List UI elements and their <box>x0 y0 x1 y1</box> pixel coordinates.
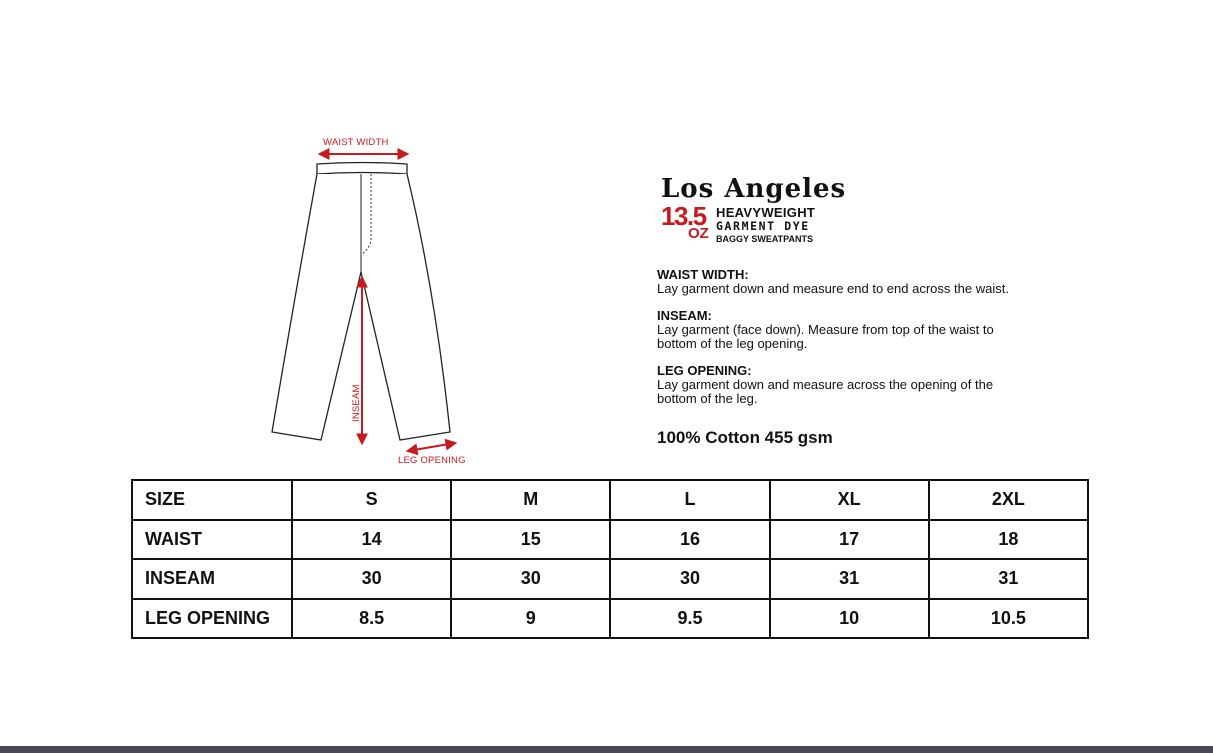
table-cell: 9.5 <box>610 599 769 639</box>
table-cell: 2XL <box>929 480 1088 520</box>
table-cell: S <box>292 480 451 520</box>
table-row <box>132 599 1088 639</box>
pants-outline <box>250 130 490 475</box>
table-row <box>132 520 1088 560</box>
table-cell: XL <box>770 480 929 520</box>
logo-line-heavyweight: HEAVYWEIGHT <box>716 205 816 220</box>
table-cell: LEG OPENING <box>132 599 292 639</box>
pants-diagram <box>250 130 490 475</box>
table-cell: INSEAM <box>132 559 292 599</box>
instruction-text: Lay garment down and measure across the opening of the bottom of the leg. <box>657 377 994 406</box>
inseam-label: INSEAM <box>351 384 362 422</box>
table-cell: 30 <box>610 559 769 599</box>
table-cell: 9 <box>451 599 610 639</box>
instruction-heading: LEG OPENING: <box>657 363 752 378</box>
table-cell: 18 <box>929 520 1088 560</box>
table-cell: 10 <box>770 599 929 639</box>
table-cell: 31 <box>770 559 929 599</box>
instruction-text: Lay garment down and measure end to end across the waist. <box>657 281 1009 296</box>
table-cell: 15 <box>451 520 610 560</box>
logo-line-baggy-sweatpants: BAGGY SWEATPANTS <box>716 234 814 244</box>
leg-opening-label: LEG OPENING <box>398 455 466 466</box>
bottom-bar <box>0 746 1213 753</box>
instruction-waist <box>657 268 1022 296</box>
logo-weight-number: 13.5 <box>661 201 706 231</box>
instruction-heading: WAIST WIDTH: <box>657 267 749 282</box>
table-cell: 30 <box>451 559 610 599</box>
table-cell: 10.5 <box>929 599 1088 639</box>
size-chart-table <box>131 479 1089 639</box>
table-cell: 30 <box>292 559 451 599</box>
waist-width-label: WAIST WIDTH <box>323 137 389 148</box>
table-cell: L <box>610 480 769 520</box>
instruction-text: Lay garment (face down). Measure from top of the waist to bottom of the leg opening. <box>657 322 994 351</box>
logo-line-garment-dye: GARMENT DYE <box>716 219 810 233</box>
table-cell: SIZE <box>132 480 292 520</box>
table-row <box>132 559 1088 599</box>
table-cell: 17 <box>770 520 929 560</box>
brand-logo <box>660 174 847 246</box>
instruction-inseam <box>657 309 1022 351</box>
table-cell: 8.5 <box>292 599 451 639</box>
fabric-composition: 100% Cotton 455 gsm <box>657 428 833 447</box>
logo-weight-unit: OZ <box>688 225 709 242</box>
table-cell: 14 <box>292 520 451 560</box>
measurement-instructions <box>657 268 1022 419</box>
instruction-leg-opening <box>657 364 1022 406</box>
table-cell: M <box>451 480 610 520</box>
table-cell: WAIST <box>132 520 292 560</box>
table-cell: 31 <box>929 559 1088 599</box>
leg-opening-arrow <box>408 443 455 451</box>
logo-title: Los Angeles <box>661 174 847 204</box>
table-header-row <box>132 480 1088 520</box>
table-cell: 16 <box>610 520 769 560</box>
instruction-heading: INSEAM: <box>657 308 712 323</box>
